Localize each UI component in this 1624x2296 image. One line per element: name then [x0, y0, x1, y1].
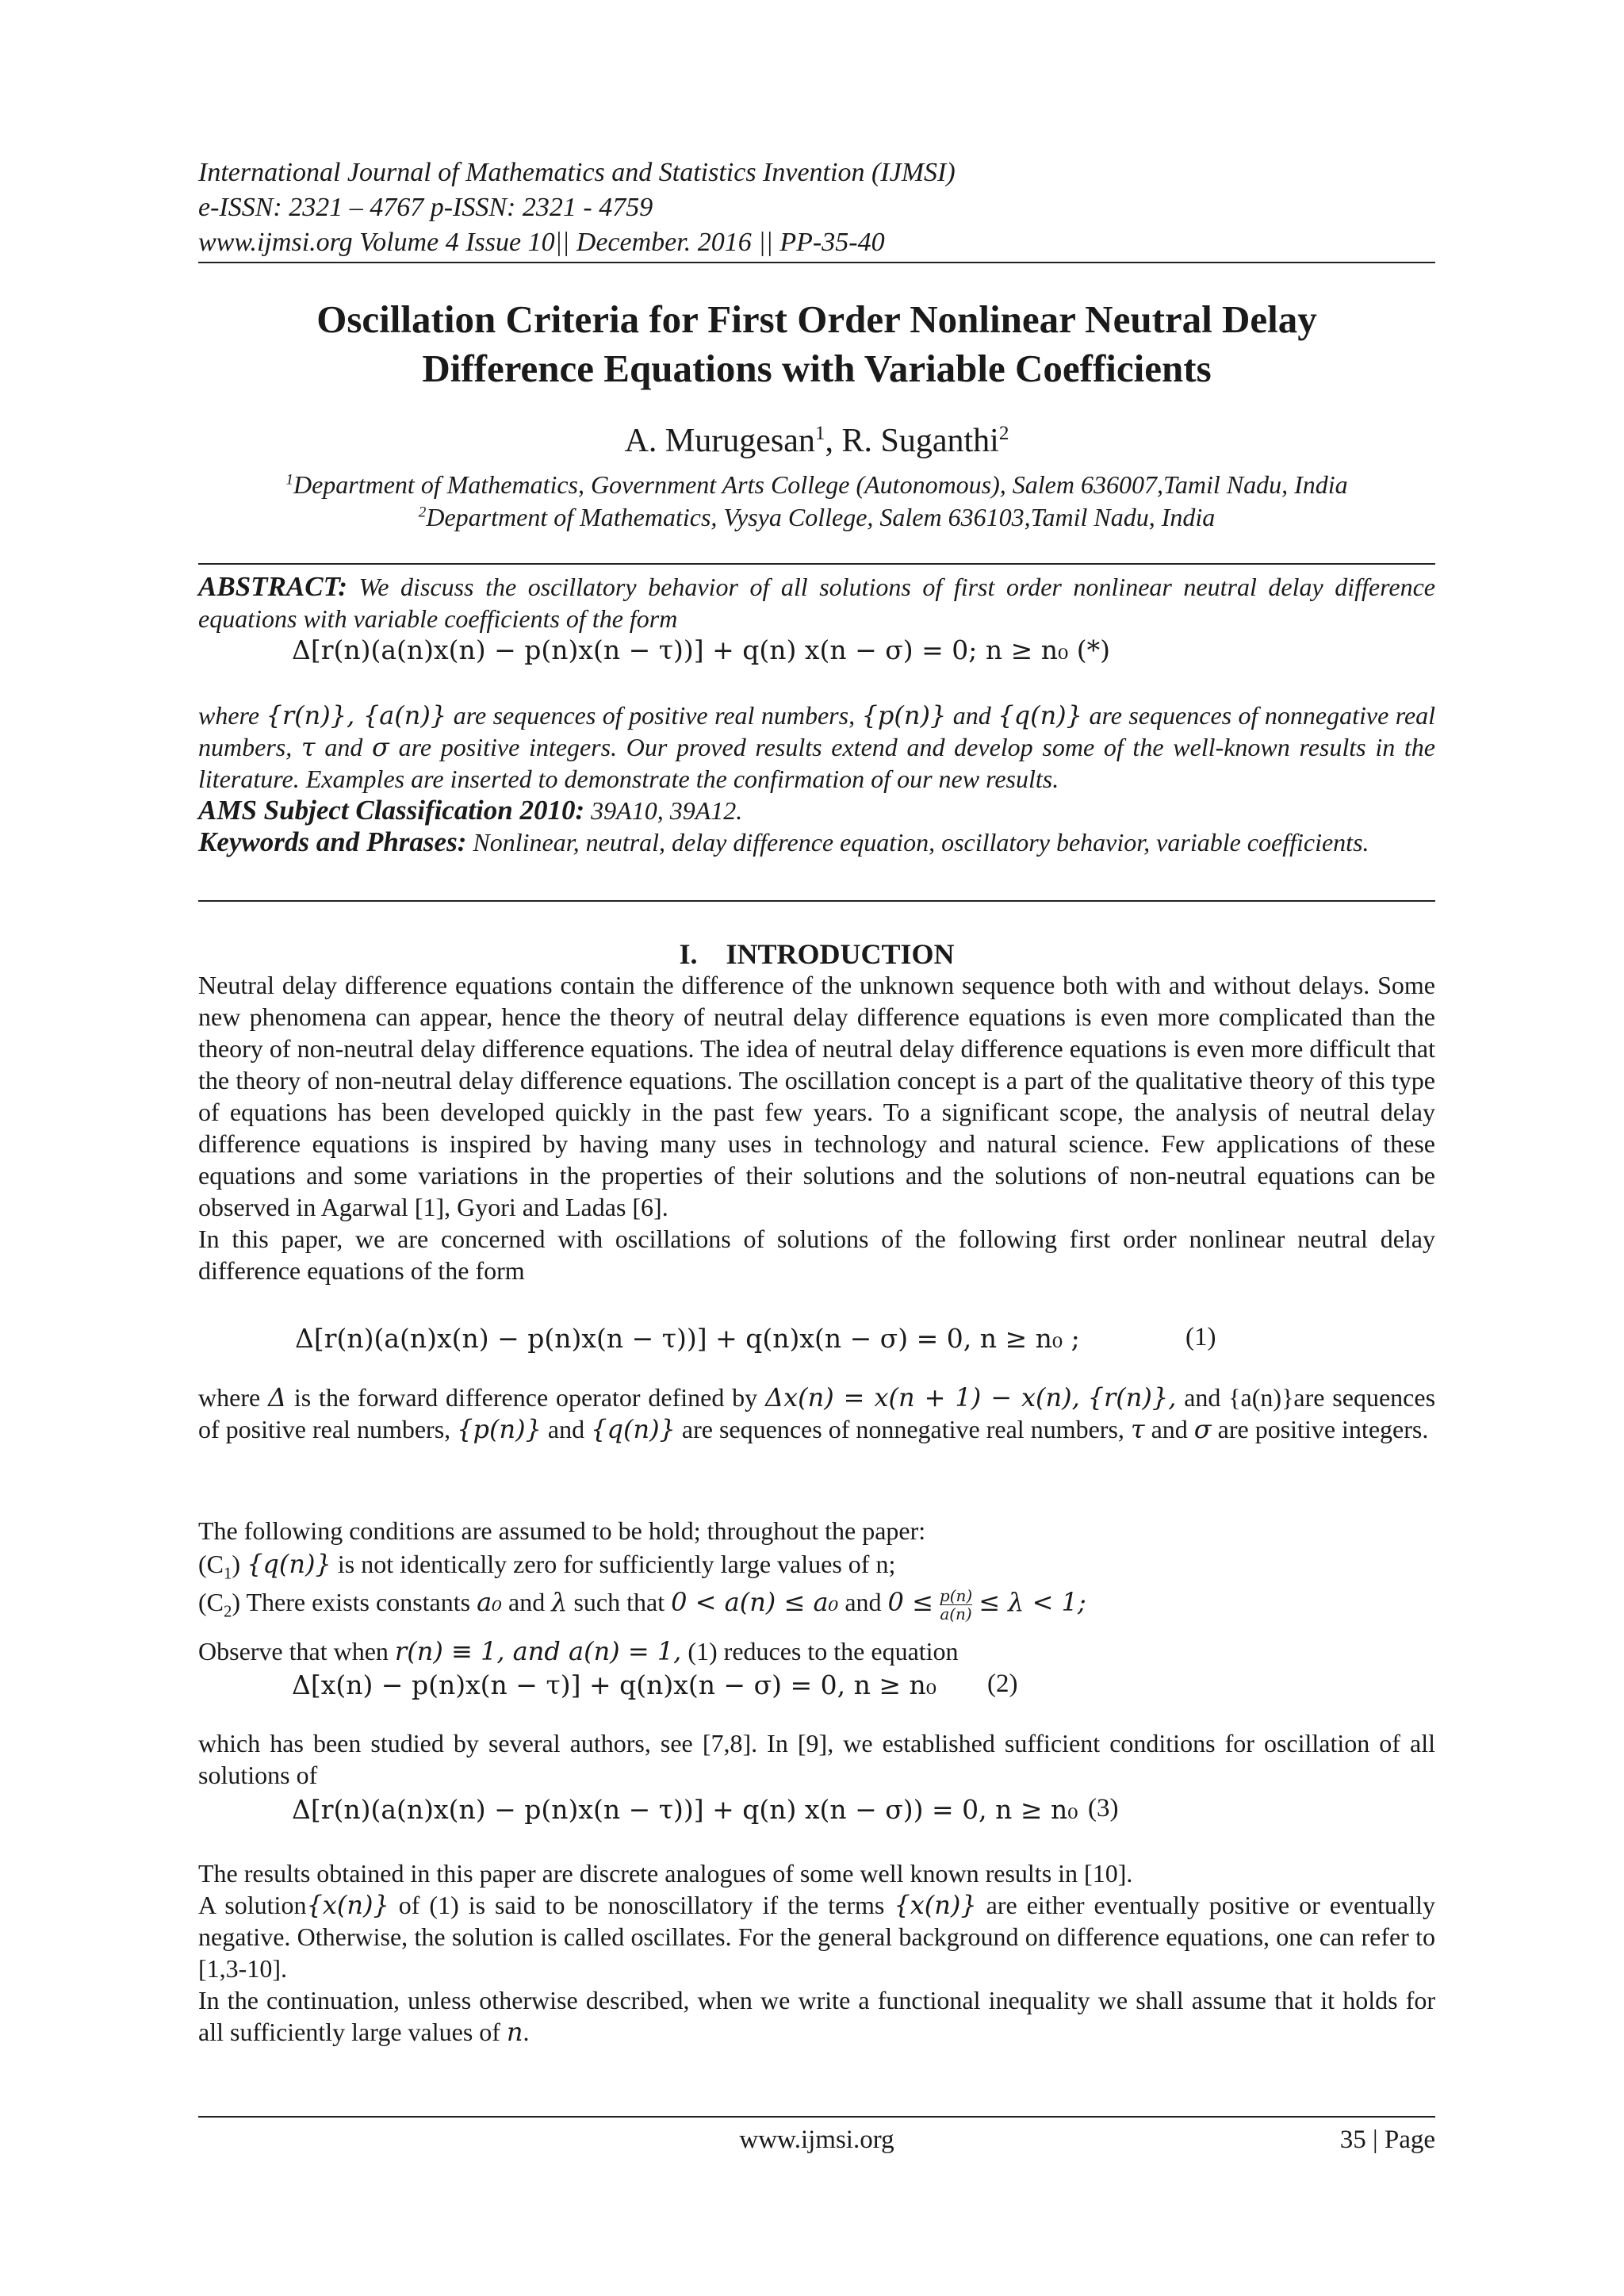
p3-tau: τ — [1130, 1414, 1145, 1444]
author-1: A. Murugesan — [624, 423, 815, 459]
intro-paragraph-2: In this paper, we are concerned with oscillations of solutions of the following first order nonlinear neutral delay difference equations of the form — [198, 1225, 1435, 1285]
equation-1-number: (1) — [1185, 1323, 1216, 1351]
p3-and: and — [547, 1415, 585, 1443]
header-rule — [198, 262, 1435, 263]
abstract-bottom-rule — [198, 900, 1435, 902]
affiliation-1-sup: 1 — [285, 471, 293, 489]
author-2-sup: 2 — [998, 423, 1009, 444]
abstract-where: where — [198, 701, 260, 730]
c2-fraction-den: a(n) — [940, 1604, 972, 1624]
equation-3-number: (3) — [1088, 1794, 1119, 1823]
equation-2-number: (2) — [987, 1669, 1018, 1698]
c2-sub: 2 — [224, 1602, 232, 1621]
p7-seq-x: {x(n)} — [306, 1890, 389, 1920]
p3-and-2: and — [1151, 1415, 1188, 1443]
p7-text-a: A solution — [198, 1891, 307, 1919]
c2-and: and — [508, 1588, 546, 1616]
p3-difference-def: Δx(n) = x(n + 1) − x(n), — [764, 1382, 1080, 1412]
title-line-1: Oscillation Criteria for First Order Nonlinear Neutral Delay — [316, 297, 1317, 341]
affiliation-2 — [198, 503, 1435, 532]
conditions-intro: The following conditions are assumed to be hold; throughout the paper: — [198, 1516, 926, 1545]
affiliation-1-text: Department of Mathematics, Government Arts College (Autonomous), Salem 636007,Tamil Nadu, India — [293, 470, 1348, 499]
p8-text-a: In the continuation, unless otherwise described, when we write a functional inequality we shall assume that it holds for all sufficiently large values of — [198, 1986, 1435, 2046]
p7-text-c: are either eventually positive or eventually negative. Otherwise, the solution is called oscillates. For the general background on difference equations, one can refer to [1,3-10]. — [198, 1891, 1436, 1983]
observation-line — [198, 1635, 1435, 1667]
c1-label: (C — [198, 1550, 224, 1578]
journal-name: International Journal of Mathematics and Statistics Invention (IJMSI) — [198, 158, 956, 187]
c2-fraction-num: p(n) — [939, 1586, 973, 1606]
c2-inequality-2-pre: 0 ≤ — [887, 1587, 933, 1617]
c2-label: (C — [198, 1588, 224, 1616]
affiliation-2-text: Department of Mathematics, Vysya College, Salem 636103,Tamil Nadu, India — [426, 503, 1216, 531]
p8-n: n — [506, 2017, 523, 2047]
c2-and-2: and — [845, 1588, 882, 1616]
p7-text-b: of (1) is said to be nonoscillatory if the terms — [398, 1891, 885, 1919]
author-separator: , — [825, 423, 842, 459]
abstract-top-rule — [198, 563, 1435, 565]
intro-paragraph-1: Neutral delay difference equations contain the difference of the unknown sequence both with and without delays. Some new phenomena can appear, hence the theory of neutral delay difference equations is even more complicated than the theory of non-neutral delay difference equations. The idea of neutral delay difference equations is even more difficult that the theory of non-neutral delay difference equations. The oscillation concept is a part of the qualitative theory of this type of equations has been developed quickly in the past few years. To a significant scope, the analysis of neutral delay difference equations is inspired by having many uses in technology and natural science. Few applications of these equations and some variations in the properties of their solutions and the solutions of non-neutral equations can be observed in Agarwal [1], Gyori and Ladas [6]. — [198, 971, 1435, 1221]
abstract-and-1: and — [952, 701, 991, 730]
p3-sigma: σ — [1193, 1414, 1212, 1444]
journal-header — [198, 155, 1435, 260]
p8-period: . — [523, 2018, 530, 2046]
p3-nonnegative-text: are sequences of nonnegative real numbers, — [681, 1415, 1124, 1443]
author-list — [198, 422, 1435, 460]
c2-inequality-2-post: ≤ λ < 1; — [979, 1587, 1086, 1617]
c2-a0: a₀ — [477, 1587, 502, 1617]
footer-rule — [198, 2116, 1435, 2118]
abstract-equation: Δ[r(n)(a(n)x(n) − p(n)x(n − τ))] + q(n) x(n − σ) = 0; n ≥ n₀ (*) — [292, 634, 1111, 665]
abstract-nonnegative-text: are sequences of nonnegative real numbers, — [198, 701, 1436, 761]
p7-seq-x-2: {x(n)} — [894, 1890, 977, 1920]
keywords-label: Keywords and Phrases: — [198, 826, 467, 857]
condition-c1 — [198, 1548, 1435, 1583]
paper-title — [198, 295, 1435, 393]
section-title: INTRODUCTION — [726, 938, 955, 970]
abstract-seq-p: {p(n)} — [861, 700, 947, 730]
abstract-text-1: We discuss the oscillatory behavior of all solutions of first order nonlinear neutral delay difference equations with variable coefficients of the form — [198, 573, 1436, 633]
p3-seq-q: {q(n)} — [591, 1414, 676, 1444]
section-heading — [198, 937, 1435, 971]
keywords-value: Nonlinear, neutral, delay difference equation, oscillatory behavior, variable coefficients. — [473, 828, 1369, 857]
intro-paragraph-7 — [198, 1889, 1435, 1984]
equation-3: Δ[r(n)(a(n)x(n) − p(n)x(n − τ))] + q(n) x(n − σ)) = 0, n ≥ n₀ — [292, 1794, 1078, 1825]
intro-paragraph-3 — [198, 1382, 1435, 1445]
affiliation-2-sup: 2 — [418, 504, 427, 521]
condition-c2 — [198, 1586, 1435, 1623]
c2-inequality-1: 0 < a(n) ≤ a₀ — [671, 1587, 839, 1617]
p3-seq-p: {p(n)} — [457, 1414, 542, 1444]
journal-issn: e-ISSN: 2321 – 4767 p-ISSN: 2321 - 4759 — [198, 193, 653, 222]
p3-delta: Δ — [267, 1382, 287, 1412]
ams-classification — [198, 795, 1435, 826]
abstract-positive-text: are sequences of positive real numbers, — [453, 701, 856, 730]
p3-seq-r: {r(n)}, — [1087, 1382, 1177, 1412]
intro-paragraph-8 — [198, 1984, 1435, 2048]
p3-operator-text: is the forward difference operator defined by — [293, 1383, 758, 1412]
abstract-continuation — [198, 700, 1435, 858]
obs-text-b: (1) reduces to the equation — [688, 1637, 959, 1665]
abstract-seq-q: {q(n)} — [998, 700, 1083, 730]
footer-page-number: 35 | Page — [1339, 2125, 1435, 2154]
c2-lambda: λ — [551, 1587, 568, 1617]
equation-1: Δ[r(n)(a(n)x(n) − p(n)x(n − τ))] + q(n)x(n − σ) = 0, n ≥ n₀ ; — [295, 1323, 1080, 1354]
p3-integers-text: are positive integers. — [1217, 1415, 1429, 1443]
p3-where: where — [198, 1383, 261, 1412]
abstract-and-2: and — [324, 733, 363, 761]
equation-2: Δ[x(n) − p(n)x(n − τ)] + q(n)x(n − σ) = 0, n ≥ n₀ — [292, 1669, 936, 1700]
journal-volume: www.ijmsi.org Volume 4 Issue 10|| December. 2016 || PP-35-40 — [198, 228, 885, 257]
ams-label: AMS Subject Classification 2010: — [198, 795, 585, 826]
abstract-tau: τ — [301, 732, 316, 762]
keywords — [198, 826, 1435, 858]
c2-text-a: ) There exists constants — [232, 1588, 471, 1616]
abstract — [198, 571, 1435, 634]
affiliation-1 — [198, 470, 1435, 500]
c1-seq-q: {q(n)} — [247, 1549, 331, 1579]
c1-sub: 1 — [224, 1564, 232, 1583]
c1-text: is not identically zero for sufficiently large values of n; — [337, 1550, 896, 1578]
c2-fraction — [940, 1587, 972, 1623]
abstract-sigma: σ — [372, 732, 389, 762]
abstract-label: ABSTRACT: — [198, 571, 348, 602]
section-number: I. — [679, 938, 698, 970]
c1-close: ) — [232, 1550, 241, 1578]
abstract-results-text: are positive integers. Our proved results extend and develop some of the well-known results in the literature. Examples are inserted to demonstrate the confirmation of our new results. — [198, 733, 1436, 793]
footer-website: www.ijmsi.org — [739, 2125, 894, 2154]
abstract-intro — [198, 571, 1435, 634]
title-line-2: Difference Equations with Variable Coefficients — [422, 347, 1212, 390]
p3-positive-text: and {a(n)}are sequences of positive real numbers, — [198, 1383, 1436, 1443]
c2-text-b: such that — [573, 1588, 665, 1616]
abstract-seq-r-a: {r(n)}, {a(n)} — [266, 700, 447, 730]
ams-value: 39A10, 39A12. — [591, 796, 743, 825]
intro-paragraph-6: The results obtained in this paper are discrete analogues of some well known results in [10]. — [198, 1859, 1133, 1888]
obs-text-a: Observe that when — [198, 1637, 389, 1665]
author-1-sup: 1 — [814, 423, 825, 444]
intro-paragraph-5: which has been studied by several authors, see [7,8]. In [9], we established sufficient conditions for oscillation of all solutions of — [198, 1729, 1435, 1789]
obs-condition: r(n) ≡ 1, and a(n) = 1, — [394, 1636, 682, 1666]
author-2: R. Suganthi — [841, 423, 999, 459]
